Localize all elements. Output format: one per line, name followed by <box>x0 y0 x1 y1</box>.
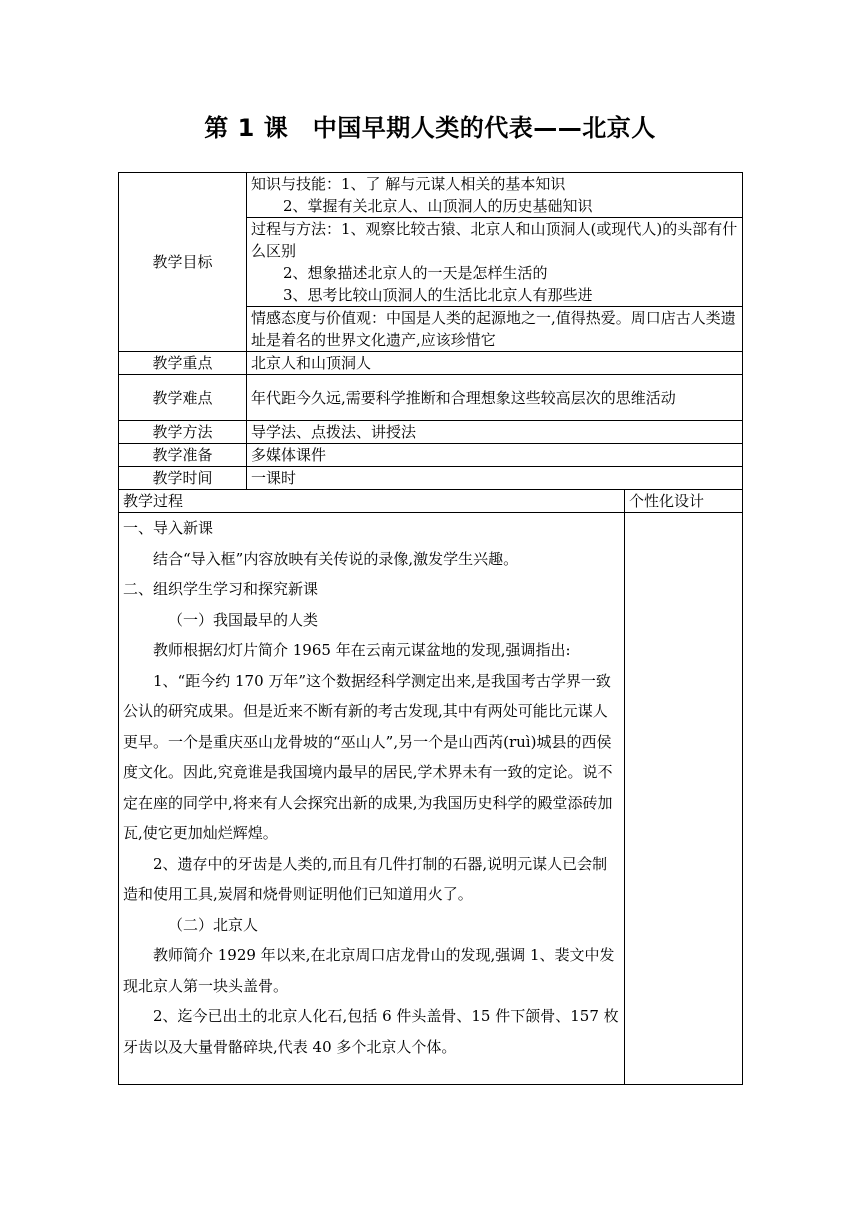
process-p2: 结合“导入框”内容放映有关传说的录像,激发学生兴趣。 <box>153 549 519 568</box>
personal-design-header: 个性化设计 <box>625 490 743 513</box>
key-point-label: 教学重点 <box>119 352 247 375</box>
objective-knowledge: 知识与技能：1、了 解与元谋人相关的基本知识 2、掌握有关北京人、山顶洞人的历史基础知识 <box>247 173 743 218</box>
process-p5: 教师根据幻灯片简介 1965 年在云南元谋盆地的发现,强调指出: <box>153 641 571 659</box>
page-title: 第 1 课 中国早期人类的代表——北京人 <box>204 114 656 142</box>
process-p1: 一、导入新课 <box>123 519 214 537</box>
objective-knowledge-row <box>119 173 743 218</box>
time-row <box>119 467 743 490</box>
process-p3: 二、组织学生学习和探究新课 <box>123 580 319 598</box>
preparation-row <box>119 444 743 467</box>
process-header-row <box>119 490 743 513</box>
method-row <box>119 421 743 444</box>
process-p7: 2、遗存中的牙齿是人类的,而且有几件打制的石器,说明元谋人已会制造和使用工具,炭屑和烧骨则证明他们已知道用火了。 <box>123 854 608 903</box>
process-body-row <box>119 513 743 1085</box>
difficulty-value: 年代距今久远,需要科学推断和合理想象这些较高层次的思维活动 <box>247 375 743 421</box>
preparation-value: 多媒体课件 <box>247 444 743 467</box>
process-p6: 1、“距今约 170 万年”这个数据经科学测定出来,是我国考古学界一致公认的研究成果。但是近来不断有新的考古发现,其中有两处可能比元谋人更早。一个是重庆巫山龙骨坡的“巫山人”,另一个是山西芮(ruì)城县的西侯度文化。因此,究竟谁是我国境内最早的居民,学术界未有一致的定论。说不定在座的同学中,将来有人会探究出新的成果,为我国历史科学的殿堂添砖加瓦,使它更加灿烂辉煌。 <box>123 671 613 842</box>
difficulty-label: 教学难点 <box>119 375 247 421</box>
key-point-value: 北京人和山顶洞人 <box>247 352 743 375</box>
key-point-row <box>119 352 743 375</box>
process-content <box>119 513 625 1085</box>
personal-design-cell <box>625 513 743 1085</box>
time-value: 一课时 <box>247 467 743 490</box>
method-value: 导学法、点拨法、讲授法 <box>247 421 743 444</box>
process-p4: （一）我国最早的人类 <box>168 610 319 629</box>
difficulty-row <box>119 375 743 421</box>
process-p9: 教师简介 1929 年以来,在北京周口店龙骨山的发现,强调 1、裴文中发现北京人第一块头盖骨。 <box>123 946 615 995</box>
method-label: 教学方法 <box>119 421 247 444</box>
process-p8: （二）北京人 <box>168 915 259 934</box>
objectives-label: 教学目标 <box>119 173 247 352</box>
process-p10: 2、迄今已出土的北京人化石,包括 6 件头盖骨、15 件下颌骨、157 枚牙齿以及大量骨骼碎块,代表 40 多个北京人个体。 <box>123 1007 619 1056</box>
preparation-label: 教学准备 <box>119 444 247 467</box>
time-label: 教学时间 <box>119 467 247 490</box>
process-header: 教学过程 <box>119 490 625 513</box>
objective-process: 过程与方法：1、观察比较古猿、北京人和山顶洞人(或现代人)的头部有什么区别 2、想象描述北京人的一天是怎样生活的 3、思考比较山顶洞人的生活比北京人有那些进 <box>247 218 743 307</box>
objective-emotion: 情感态度与价值观：中国是人类的起源地之一,值得热爱。周口店古人类遗址是着名的世界文化遗产,应该珍惜它 <box>247 307 743 352</box>
lesson-plan-table <box>118 172 743 1085</box>
